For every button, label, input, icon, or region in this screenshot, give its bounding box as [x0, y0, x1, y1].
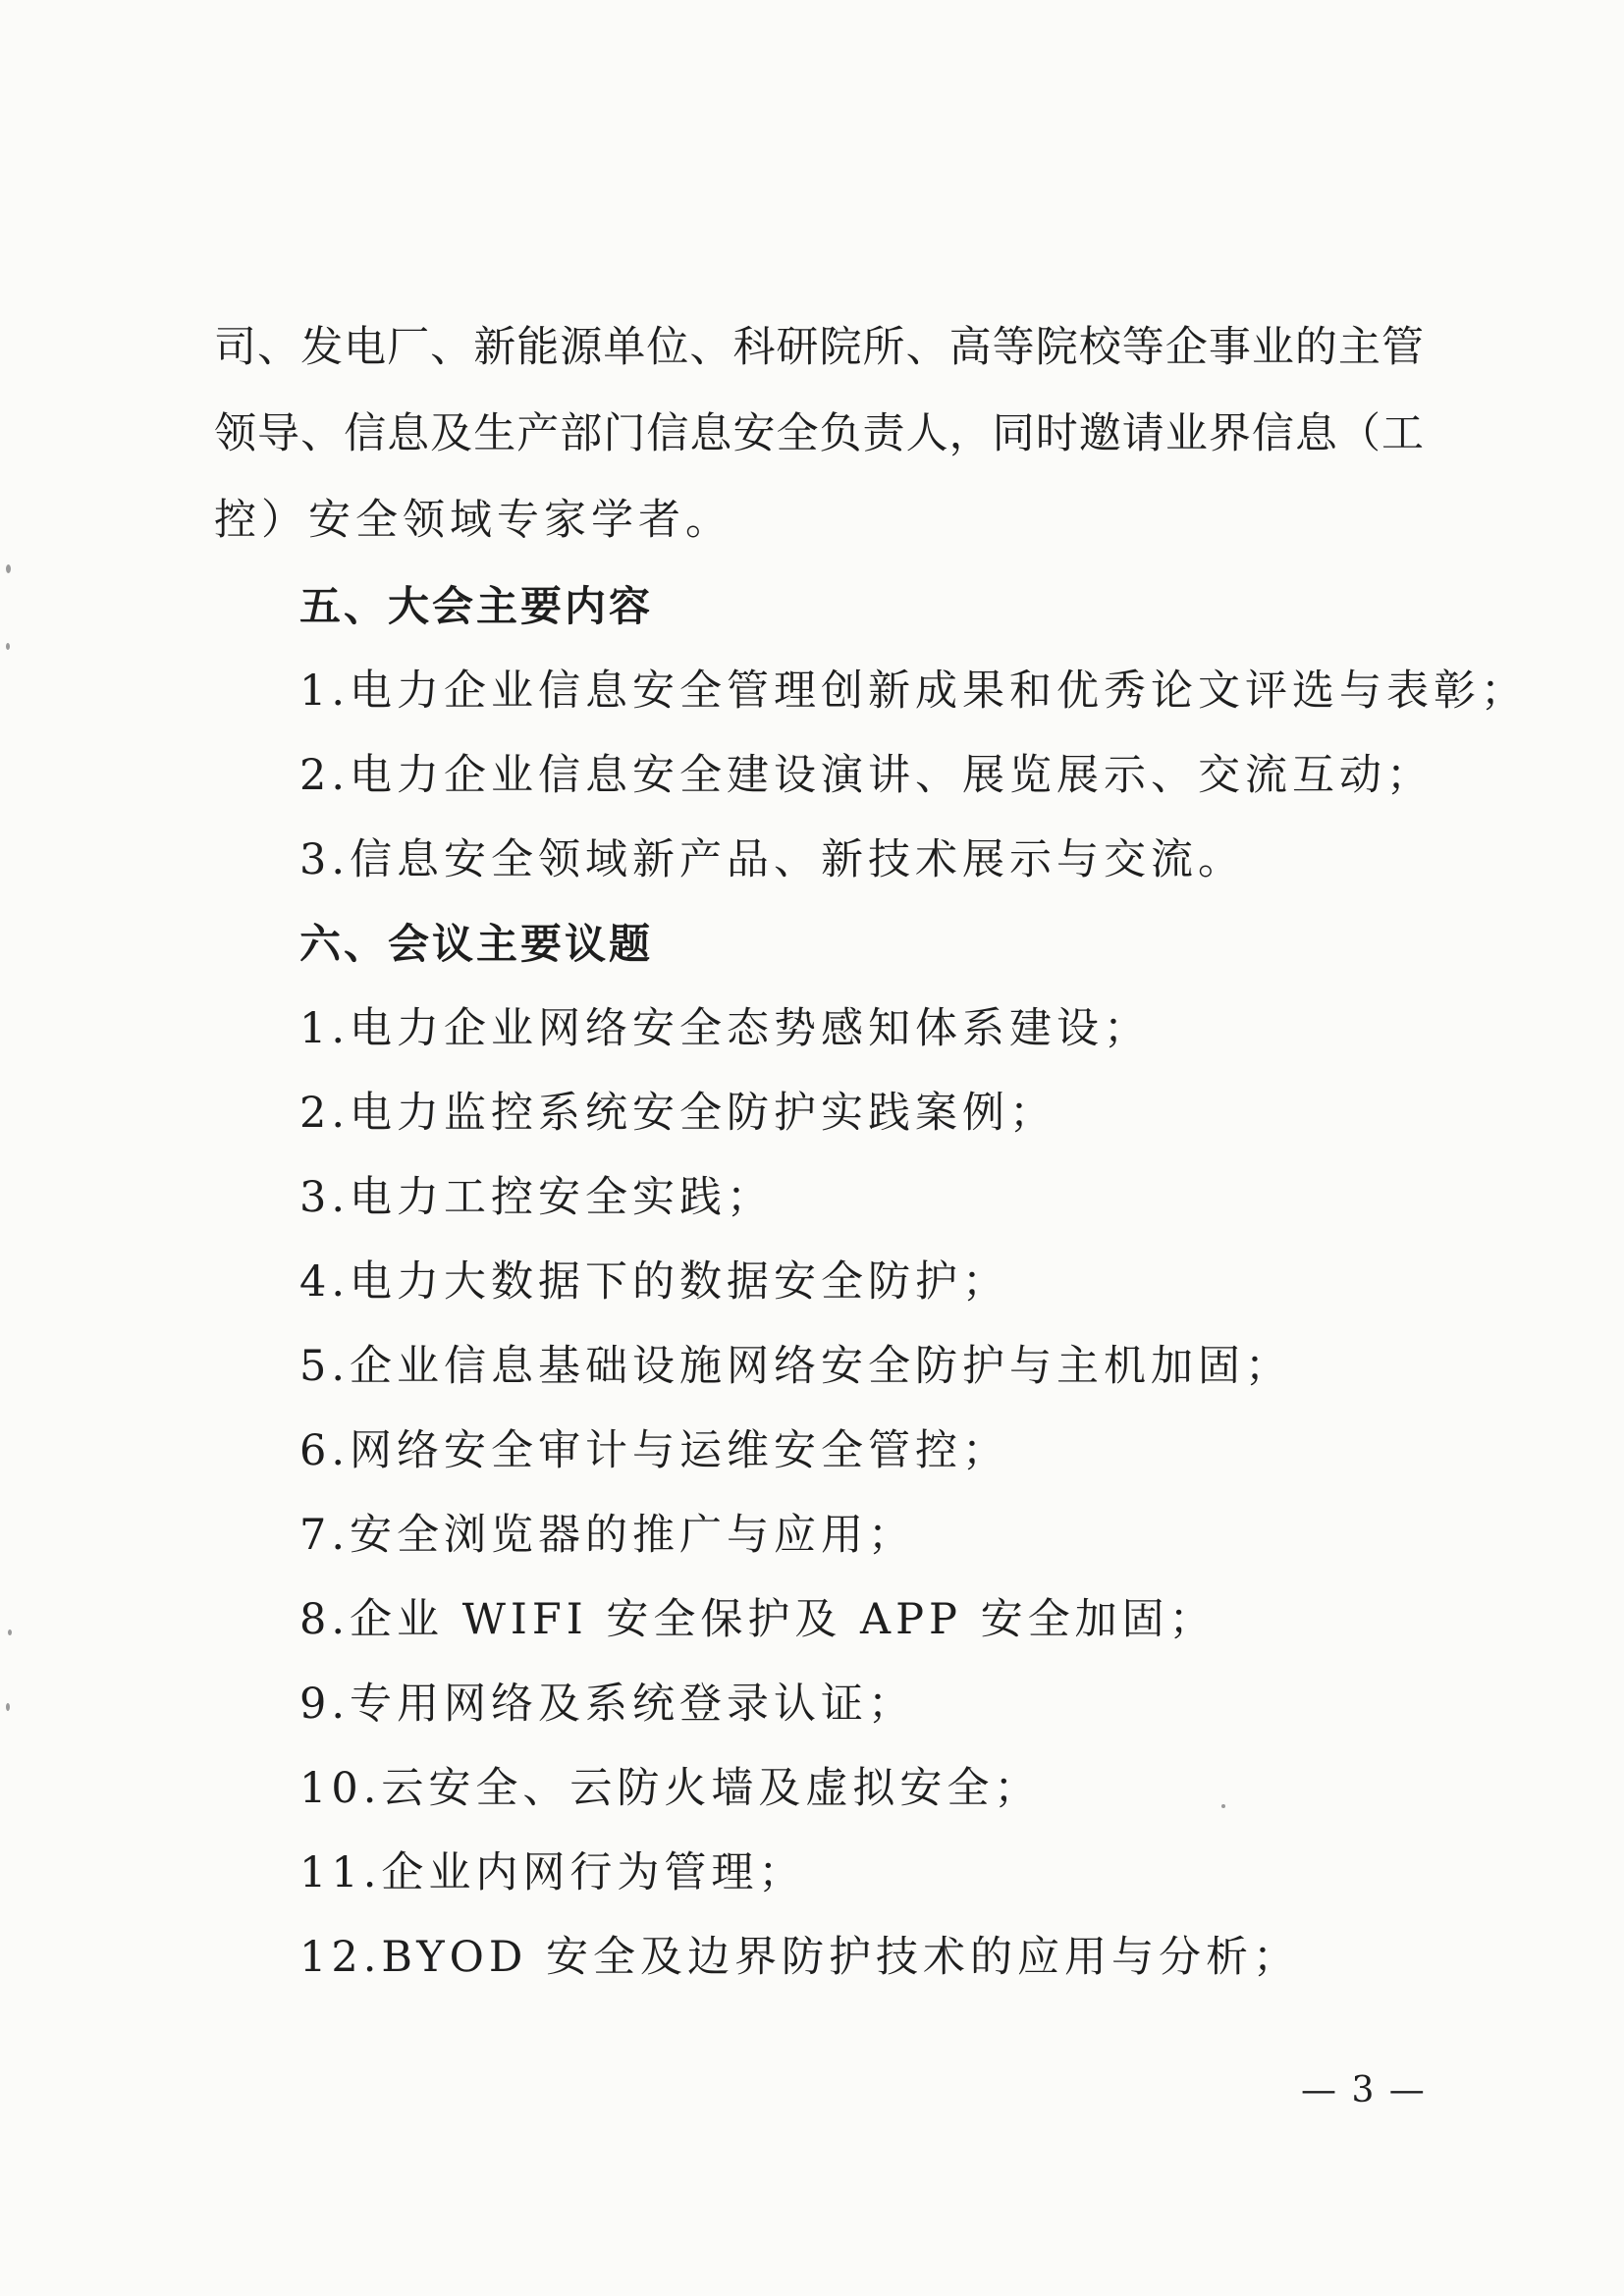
list-item: 9.专用网络及系统登录认证；	[299, 1680, 916, 1729]
list-item: 2.电力企业信息安全建设演讲、展览展示、交流互动；	[299, 751, 1435, 800]
intro-line-2: 领导、信息及生产部门信息安全负责人，同时邀请业界信息（工	[214, 409, 1424, 458]
scan-speck	[6, 564, 11, 573]
scan-speck	[1221, 1804, 1225, 1808]
list-item: 3.电力工控安全实践；	[299, 1173, 775, 1222]
section-heading: 六、会议主要议题	[299, 920, 654, 968]
page-number: — 3 —	[1301, 2070, 1427, 2110]
list-item: 6.网络安全审计与运维安全管控；	[299, 1426, 1010, 1475]
scan-speck	[6, 643, 10, 650]
list-item: 3.信息安全领域新产品、新技术展示与交流。	[299, 835, 1246, 884]
list-item: 8.企业 WIFI 安全保护及 APP 安全加固；	[299, 1595, 1217, 1644]
intro-line-1: 司、发电厂、新能源单位、科研院所、高等院校等企事业的主管	[214, 323, 1424, 372]
scan-speck	[8, 1629, 12, 1635]
list-item: 5.企业信息基础设施网络安全防护与主机加固；	[299, 1342, 1293, 1391]
list-item: 7.安全浏览器的推广与应用；	[299, 1511, 916, 1560]
list-item: 1.电力企业网络安全态势感知体系建设；	[299, 1004, 1152, 1053]
list-item: 12.BYOD 安全及边界防护技术的应用与分析；	[299, 1933, 1301, 1982]
intro-line-3: 控）安全领域专家学者。	[214, 496, 732, 545]
list-item: 2.电力监控系统安全防护实践案例；	[299, 1089, 1057, 1138]
scan-speck	[6, 1703, 10, 1711]
list-item: 10.云安全、云防火墙及虚拟安全；	[299, 1764, 1042, 1813]
list-item: 1.电力企业信息安全管理创新成果和优秀论文评选与表彰；	[299, 667, 1529, 716]
section-heading: 五、大会主要内容	[299, 582, 654, 630]
list-item: 11.企业内网行为管理；	[299, 1848, 806, 1897]
list-item: 4.电力大数据下的数据安全防护；	[299, 1257, 1010, 1307]
